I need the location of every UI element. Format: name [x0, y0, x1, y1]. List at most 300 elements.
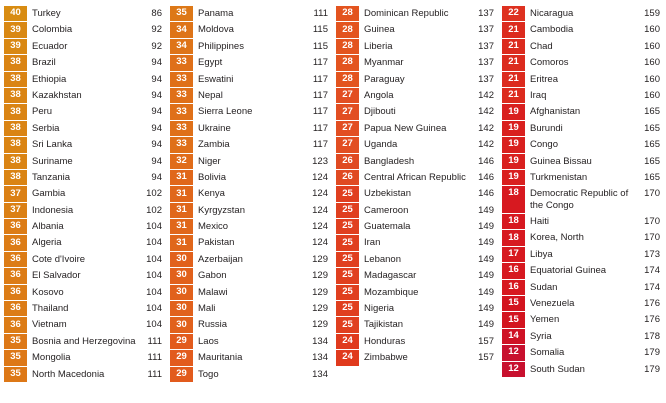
country-name: Haiti — [530, 216, 550, 228]
score-badge: 30 — [170, 301, 193, 316]
rank-value: 178 — [644, 330, 660, 342]
table-row — [336, 104, 496, 119]
rank-value: 165 — [644, 106, 660, 118]
table-row — [4, 268, 164, 283]
country-name: Lebanon — [364, 253, 401, 265]
table-row — [336, 285, 496, 300]
score-badge: 28 — [336, 22, 359, 37]
table-row — [170, 219, 330, 234]
country-name: Togo — [198, 368, 219, 380]
country-name: Kazakhstan — [32, 89, 82, 101]
country-name: Ethiopia — [32, 73, 67, 85]
rank-value: 86 — [151, 8, 162, 19]
score-badge: 38 — [4, 170, 27, 185]
country-name: Central African Republic — [364, 171, 466, 183]
rank-value: 124 — [312, 221, 328, 233]
table-row — [336, 334, 496, 349]
table-row — [4, 317, 164, 332]
table-row — [170, 317, 330, 332]
table-row — [4, 219, 164, 234]
table-row — [502, 39, 662, 54]
rank-value: 160 — [644, 73, 660, 85]
rank-value: 104 — [146, 221, 162, 233]
country-name: Cote d'Ivoire — [32, 253, 86, 265]
rank-value: 165 — [644, 139, 660, 151]
score-badge: 36 — [4, 235, 27, 250]
country-name: Sudan — [530, 281, 558, 293]
country-name: Malawi — [198, 286, 228, 298]
score-badge: 36 — [4, 285, 27, 300]
table-row — [502, 247, 662, 262]
country-name: Eritrea — [530, 73, 558, 85]
country-name: Peru — [32, 106, 53, 118]
table-row — [336, 72, 496, 87]
score-badge: 30 — [170, 317, 193, 332]
score-badge: 25 — [336, 186, 359, 201]
table-row — [502, 104, 662, 119]
rank-value: 146 — [478, 188, 494, 200]
country-name: Thailand — [32, 303, 69, 315]
score-badge: 38 — [4, 88, 27, 103]
rank-value: 117 — [312, 139, 328, 151]
country-name: Nepal — [198, 89, 223, 101]
rank-value: 134 — [312, 335, 328, 347]
score-badge: 30 — [170, 252, 193, 267]
country-name: Libya — [530, 248, 553, 260]
rank-value: 104 — [146, 237, 162, 249]
country-name: Chad — [530, 40, 553, 52]
rank-value: 149 — [478, 221, 494, 233]
country-name: Sierra Leone — [198, 106, 253, 118]
table-row — [170, 137, 330, 152]
rank-value: 134 — [312, 352, 328, 364]
rank-value: 102 — [146, 188, 162, 200]
rank-value: 149 — [478, 286, 494, 298]
country-name: Ecuador — [32, 40, 68, 52]
country-name: Moldova — [198, 24, 234, 36]
score-badge: 25 — [336, 317, 359, 332]
table-row — [4, 22, 164, 37]
table-row — [336, 203, 496, 218]
score-badge: 29 — [170, 350, 193, 365]
rank-value: 94 — [151, 171, 162, 183]
country-name: Korea, North — [530, 232, 584, 244]
country-name: Kosovo — [32, 286, 64, 298]
rank-value: 142 — [478, 106, 494, 118]
table-row — [4, 301, 164, 316]
table-row — [170, 285, 330, 300]
table-row — [502, 263, 662, 278]
rank-value: 159 — [644, 8, 660, 19]
country-name: Ukraine — [198, 122, 231, 134]
table-row — [170, 154, 330, 169]
country-name: Tanzania — [32, 171, 71, 183]
country-name: Zambia — [198, 139, 230, 151]
country-name: Afghanistan — [530, 106, 581, 118]
score-badge: 21 — [502, 72, 525, 87]
rank-value: 117 — [312, 106, 328, 118]
score-badge: 27 — [336, 137, 359, 152]
table-row — [4, 186, 164, 201]
score-badge: 39 — [4, 39, 27, 54]
rank-value: 111 — [313, 8, 328, 19]
score-badge: 33 — [170, 88, 193, 103]
country-name: Papua New Guinea — [364, 122, 447, 134]
rank-value: 124 — [312, 237, 328, 249]
table-row — [4, 39, 164, 54]
table-row — [170, 104, 330, 119]
country-name: Laos — [198, 335, 219, 347]
country-name: Turkey — [32, 8, 61, 19]
rank-value: 170 — [644, 188, 660, 200]
score-badge: 14 — [502, 329, 525, 344]
country-name: Paraguay — [364, 73, 405, 85]
table-row — [170, 252, 330, 267]
score-badge: 12 — [502, 362, 525, 377]
table-row — [336, 121, 496, 136]
country-name: Iran — [364, 237, 381, 249]
score-badge: 31 — [170, 186, 193, 201]
table-row — [4, 88, 164, 103]
score-badge: 28 — [336, 55, 359, 70]
country-name: Liberia — [364, 40, 393, 52]
country-name: Panama — [198, 8, 234, 19]
table-row — [336, 154, 496, 169]
rank-value: 104 — [146, 286, 162, 298]
table-row — [170, 301, 330, 316]
country-name: Bolivia — [198, 171, 226, 183]
score-badge: 25 — [336, 252, 359, 267]
country-name: Honduras — [364, 335, 406, 347]
table-column — [170, 6, 330, 399]
rank-value: 129 — [312, 286, 328, 298]
rank-value: 137 — [478, 40, 494, 52]
rank-value: 104 — [146, 319, 162, 331]
score-badge: 31 — [170, 235, 193, 250]
country-name: Serbia — [32, 122, 60, 134]
score-badge: 38 — [4, 72, 27, 87]
score-badge: 25 — [336, 285, 359, 300]
rank-value: 117 — [312, 73, 328, 85]
score-badge: 36 — [4, 252, 27, 267]
country-name: Azerbaijan — [198, 253, 243, 265]
score-badge: 24 — [336, 334, 359, 349]
rank-value: 129 — [312, 303, 328, 315]
table-row — [170, 334, 330, 349]
score-badge: 17 — [502, 247, 525, 262]
table-row — [336, 186, 496, 201]
rank-value: 104 — [146, 253, 162, 265]
table-row — [502, 6, 662, 21]
table-row — [336, 268, 496, 283]
table-row — [170, 367, 330, 382]
score-badge: 39 — [4, 22, 27, 37]
score-badge: 16 — [502, 280, 525, 295]
rank-value: 149 — [478, 253, 494, 265]
country-name: Zimbabwe — [364, 352, 408, 364]
country-name: North Macedonia — [32, 368, 105, 380]
table-row — [170, 235, 330, 250]
table-row — [336, 39, 496, 54]
rank-value: 117 — [312, 89, 328, 101]
rank-value: 92 — [151, 40, 162, 52]
score-badge: 21 — [502, 39, 525, 54]
country-name: Colombia — [32, 24, 73, 36]
rank-value: 160 — [644, 57, 660, 69]
score-badge: 34 — [170, 39, 193, 54]
country-name: Venezuela — [530, 298, 575, 310]
country-name: Kenya — [198, 188, 225, 200]
country-name: Guatemala — [364, 221, 411, 233]
rank-value: 92 — [151, 24, 162, 36]
score-badge: 34 — [170, 22, 193, 37]
rank-value: 115 — [312, 40, 328, 52]
score-badge: 26 — [336, 154, 359, 169]
table-row — [502, 121, 662, 136]
rank-value: 111 — [147, 368, 162, 380]
table-column — [502, 6, 662, 399]
rank-value: 176 — [644, 298, 660, 310]
rank-value: 170 — [644, 216, 660, 228]
table-row — [170, 203, 330, 218]
country-name: Suriname — [32, 155, 73, 167]
country-name: Congo — [530, 139, 558, 151]
table-row — [336, 235, 496, 250]
table-row — [502, 88, 662, 103]
table-row — [336, 88, 496, 103]
table-row — [4, 170, 164, 185]
rank-value: 142 — [478, 122, 494, 134]
country-name: Cameroon — [364, 204, 409, 216]
country-name: Angola — [364, 89, 394, 101]
country-name: Algeria — [32, 237, 62, 249]
table-row — [336, 22, 496, 37]
score-badge: 35 — [170, 6, 193, 21]
score-badge: 18 — [502, 230, 525, 245]
rank-value: 142 — [478, 89, 494, 101]
table-row — [502, 362, 662, 377]
table-column — [4, 6, 164, 399]
table-row — [502, 280, 662, 295]
score-badge: 38 — [4, 137, 27, 152]
country-name: Iraq — [530, 89, 547, 101]
country-name: Mongolia — [32, 352, 71, 364]
table-row — [4, 55, 164, 70]
score-badge: 19 — [502, 121, 525, 136]
table-row — [4, 104, 164, 119]
score-badge: 29 — [170, 367, 193, 382]
rank-value: 160 — [644, 40, 660, 52]
table-row — [4, 334, 164, 349]
country-name: Nicaragua — [530, 8, 574, 19]
table-row — [4, 72, 164, 87]
table-row — [170, 186, 330, 201]
score-badge: 36 — [4, 301, 27, 316]
table-row — [502, 296, 662, 311]
country-name: Brazil — [32, 57, 56, 69]
score-badge: 15 — [502, 296, 525, 311]
table-row — [170, 170, 330, 185]
table-row — [4, 154, 164, 169]
rank-value: 146 — [478, 171, 494, 183]
score-badge: 28 — [336, 39, 359, 54]
country-name: Egypt — [198, 57, 223, 69]
rank-value: 124 — [312, 204, 328, 216]
country-name: Djibouti — [364, 106, 396, 118]
table-row — [502, 154, 662, 169]
table-row — [170, 55, 330, 70]
rank-value: 173 — [644, 248, 660, 260]
table-row — [502, 230, 662, 245]
country-name: Madagascar — [364, 270, 417, 282]
score-badge: 28 — [336, 72, 359, 87]
score-badge: 18 — [502, 214, 525, 229]
country-name: Niger — [198, 155, 221, 167]
table-row — [170, 6, 330, 21]
table-row — [502, 345, 662, 360]
score-badge: 32 — [170, 154, 193, 169]
score-badge: 28 — [336, 6, 359, 21]
country-name: Somalia — [530, 347, 565, 359]
score-badge: 35 — [4, 367, 27, 382]
rank-value: 174 — [644, 265, 660, 277]
rank-value: 129 — [312, 319, 328, 331]
country-name: Cambodia — [530, 24, 574, 36]
score-badge: 40 — [4, 6, 27, 21]
score-badge: 38 — [4, 55, 27, 70]
score-badge: 36 — [4, 219, 27, 234]
table-row — [336, 170, 496, 185]
score-badge: 31 — [170, 203, 193, 218]
table-row — [502, 312, 662, 327]
table-row — [170, 39, 330, 54]
country-name: Kyrgyzstan — [198, 204, 245, 216]
rank-value: 170 — [644, 232, 660, 244]
table-row — [4, 6, 164, 21]
country-name: Mauritania — [198, 352, 243, 364]
table-row — [502, 22, 662, 37]
country-name: South Sudan — [530, 363, 585, 375]
rank-value: 165 — [644, 122, 660, 134]
rank-value: 111 — [147, 335, 162, 347]
table-row — [4, 252, 164, 267]
table-row — [336, 317, 496, 332]
table-row — [4, 121, 164, 136]
score-badge: 25 — [336, 268, 359, 283]
score-badge: 36 — [4, 317, 27, 332]
rank-value: 94 — [151, 139, 162, 151]
country-name: Myanmar — [364, 57, 404, 69]
score-badge: 33 — [170, 137, 193, 152]
score-badge: 19 — [502, 154, 525, 169]
country-name: Uganda — [364, 139, 398, 151]
rank-value: 134 — [312, 368, 328, 380]
country-name: Mexico — [198, 221, 229, 233]
country-name: Uzbekistan — [364, 188, 411, 200]
score-badge: 25 — [336, 203, 359, 218]
score-badge: 35 — [4, 334, 27, 349]
rank-value: 124 — [312, 171, 328, 183]
table-row — [4, 367, 164, 382]
table-row — [336, 252, 496, 267]
rank-value: 94 — [151, 73, 162, 85]
country-name: Yemen — [530, 314, 560, 326]
country-name: Turkmenistan — [530, 171, 588, 183]
country-name: Russia — [198, 319, 228, 331]
score-badge: 19 — [502, 137, 525, 152]
country-name: Eswatini — [198, 73, 234, 85]
score-badge: 29 — [170, 334, 193, 349]
table-row — [4, 285, 164, 300]
rank-value: 160 — [644, 89, 660, 101]
country-name: Dominican Republic — [364, 8, 449, 19]
country-name: Mozambique — [364, 286, 419, 298]
rank-value: 149 — [478, 237, 494, 249]
country-name: Tajikistan — [364, 319, 404, 331]
table-row — [170, 72, 330, 87]
table-row — [336, 55, 496, 70]
score-badge: 19 — [502, 170, 525, 185]
rank-value: 165 — [644, 155, 660, 167]
country-name: Philippines — [198, 40, 244, 52]
table-row — [170, 268, 330, 283]
rank-value: 137 — [478, 8, 494, 19]
rank-value: 94 — [151, 57, 162, 69]
table-row — [502, 170, 662, 185]
rank-value: 179 — [644, 363, 660, 375]
country-name: Comoros — [530, 57, 569, 69]
score-badge: 15 — [502, 312, 525, 327]
table-row — [4, 235, 164, 250]
score-badge: 35 — [4, 350, 27, 365]
score-badge: 31 — [170, 170, 193, 185]
rank-value: 165 — [644, 171, 660, 183]
country-name: Sri Lanka — [32, 139, 73, 151]
score-badge: 19 — [502, 104, 525, 119]
rank-value: 94 — [151, 122, 162, 134]
rank-value: 160 — [644, 24, 660, 36]
rank-value: 174 — [644, 281, 660, 293]
rank-value: 137 — [478, 57, 494, 69]
score-badge: 36 — [4, 268, 27, 283]
country-name: Vietnam — [32, 319, 67, 331]
score-badge: 30 — [170, 268, 193, 283]
table-row — [170, 88, 330, 103]
country-name: Pakistan — [198, 237, 235, 249]
rank-value: 176 — [644, 314, 660, 326]
score-badge: 27 — [336, 88, 359, 103]
table-row — [170, 22, 330, 37]
score-badge: 25 — [336, 235, 359, 250]
country-name: Bosnia and Herzegovina — [32, 335, 136, 347]
country-name: Syria — [530, 330, 552, 342]
score-badge: 33 — [170, 72, 193, 87]
rank-value: 137 — [478, 73, 494, 85]
score-badge: 26 — [336, 170, 359, 185]
table-row — [336, 350, 496, 365]
score-badge: 30 — [170, 285, 193, 300]
score-badge: 12 — [502, 345, 525, 360]
rank-value: 115 — [312, 24, 328, 36]
country-name: Burundi — [530, 122, 563, 134]
table-row — [336, 219, 496, 234]
table-row — [336, 6, 496, 21]
table-row — [170, 121, 330, 136]
rank-value: 104 — [146, 303, 162, 315]
score-badge: 31 — [170, 219, 193, 234]
table-column — [336, 6, 496, 399]
country-name: Guinea Bissau — [530, 155, 592, 167]
